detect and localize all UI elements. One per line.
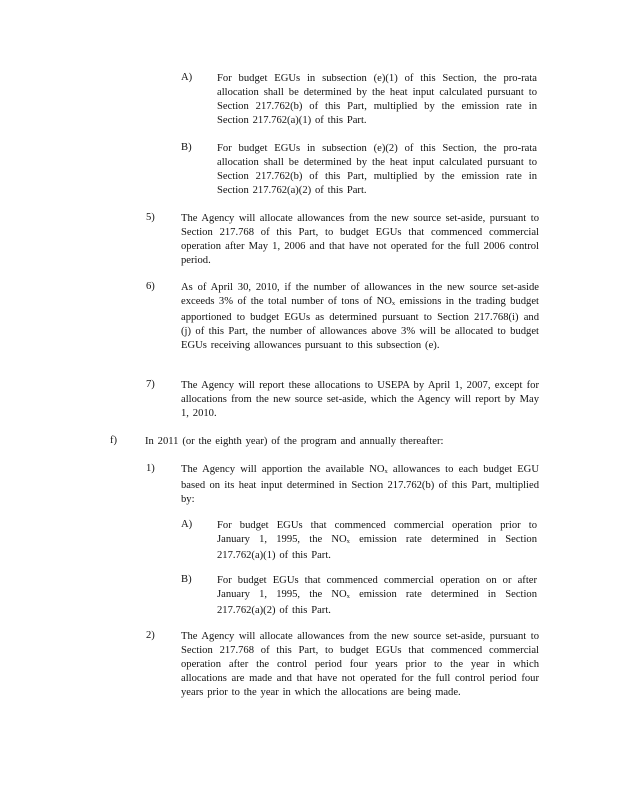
item-text: The Agency will allocate allowances from the new source set-aside, pursuant to Section 217.768 of this Part, to budget EGUs that commenced commercial operation after the control period four years prior to the year in which allocations are made and that have not operated for the full control period four years prior to the year in which the allocations are being made. bbox=[181, 631, 539, 699]
item-text: For budget EGUs that commenced commercial operation on or after January 1, 1995, the $NO_x$ emission rate determined in Section 217.762(a)(2) of this Part. bbox=[217, 575, 537, 617]
item-5 bbox=[146, 212, 539, 268]
nox-subscript: x bbox=[384, 468, 388, 475]
nox-subscript: x bbox=[346, 538, 350, 546]
item-f-1-b bbox=[181, 574, 537, 618]
item-text: For budget EGUs in subsection (e)(2) of this Section, the pro-rata allocation shall be determined by the heat input calculated pursuant to Section 217.762(b) of this Part, multiplied by the emission rate in Section 217.762(a)(2) of this Part. bbox=[217, 143, 537, 197]
item-label: 2) bbox=[146, 630, 155, 641]
item-label: f) bbox=[110, 435, 118, 446]
item-f bbox=[110, 435, 540, 449]
item-text: In 2011 (or the eighth year) of the program and annually thereafter: bbox=[145, 436, 444, 447]
item-label: 5) bbox=[146, 212, 155, 223]
item-label: A) bbox=[181, 519, 193, 530]
item-text: As of April 30, 2010, if the number of allowances in the new source set-aside exceeds 3% of the total number of tons of $NO_x$ emissions in the trading budget apportioned to budget EGUs as determined pursuant to Section 217.768(i) and (j) of this Part, the number of allowances above 3% will be allocated to budget EGUs receiving allowances pursuant to this subsection (e). bbox=[181, 282, 539, 352]
item-f-1 bbox=[146, 463, 539, 507]
item-text: The Agency will allocate allowances from the new source set-aside, pursuant to Section 217.768 of this Part, to budget EGUs that commenced commercial operation after May 1, 2006 and that have not operated for the full 2006 control period. bbox=[181, 213, 539, 267]
item-label: A) bbox=[181, 72, 193, 83]
item-f-1-a bbox=[181, 519, 537, 563]
item-label: B) bbox=[181, 142, 192, 153]
item-b-1 bbox=[181, 142, 537, 198]
nox-subscript: x bbox=[346, 593, 350, 601]
item-text: The Agency will report these allocations to USEPA by April 1, 2007, except for allocations from the new source set-aside, which the Agency will report by May 1, 2010. bbox=[181, 380, 539, 420]
item-text: For budget EGUs in subsection (e)(1) of this Section, the pro-rata allocation shall be determined by the heat input calculated pursuant to Section 217.762(b) of this Part, multiplied by the emission rate in Section 217.762(a)(1) of this Part. bbox=[217, 73, 537, 127]
item-label: 1) bbox=[146, 463, 155, 474]
item-text: The Agency will apportion the available $NO_x$ allowances to each budget EGU based on its heat input determined in Section 217.762(b) of this Part, multiplied by: bbox=[181, 464, 539, 506]
item-label: 7) bbox=[146, 379, 155, 390]
item-label: 6) bbox=[146, 281, 155, 292]
item-f-2 bbox=[146, 630, 539, 700]
item-a-1 bbox=[181, 72, 537, 128]
item-text: For budget EGUs that commenced commercial operation prior to January 1, 1995, the $NO_x$ emission rate determined in Section 217.762(a)(1) of this Part. bbox=[217, 520, 537, 562]
item-6 bbox=[146, 281, 539, 353]
item-label: B) bbox=[181, 574, 192, 585]
item-7 bbox=[146, 379, 539, 421]
nox-subscript: x bbox=[391, 300, 396, 308]
